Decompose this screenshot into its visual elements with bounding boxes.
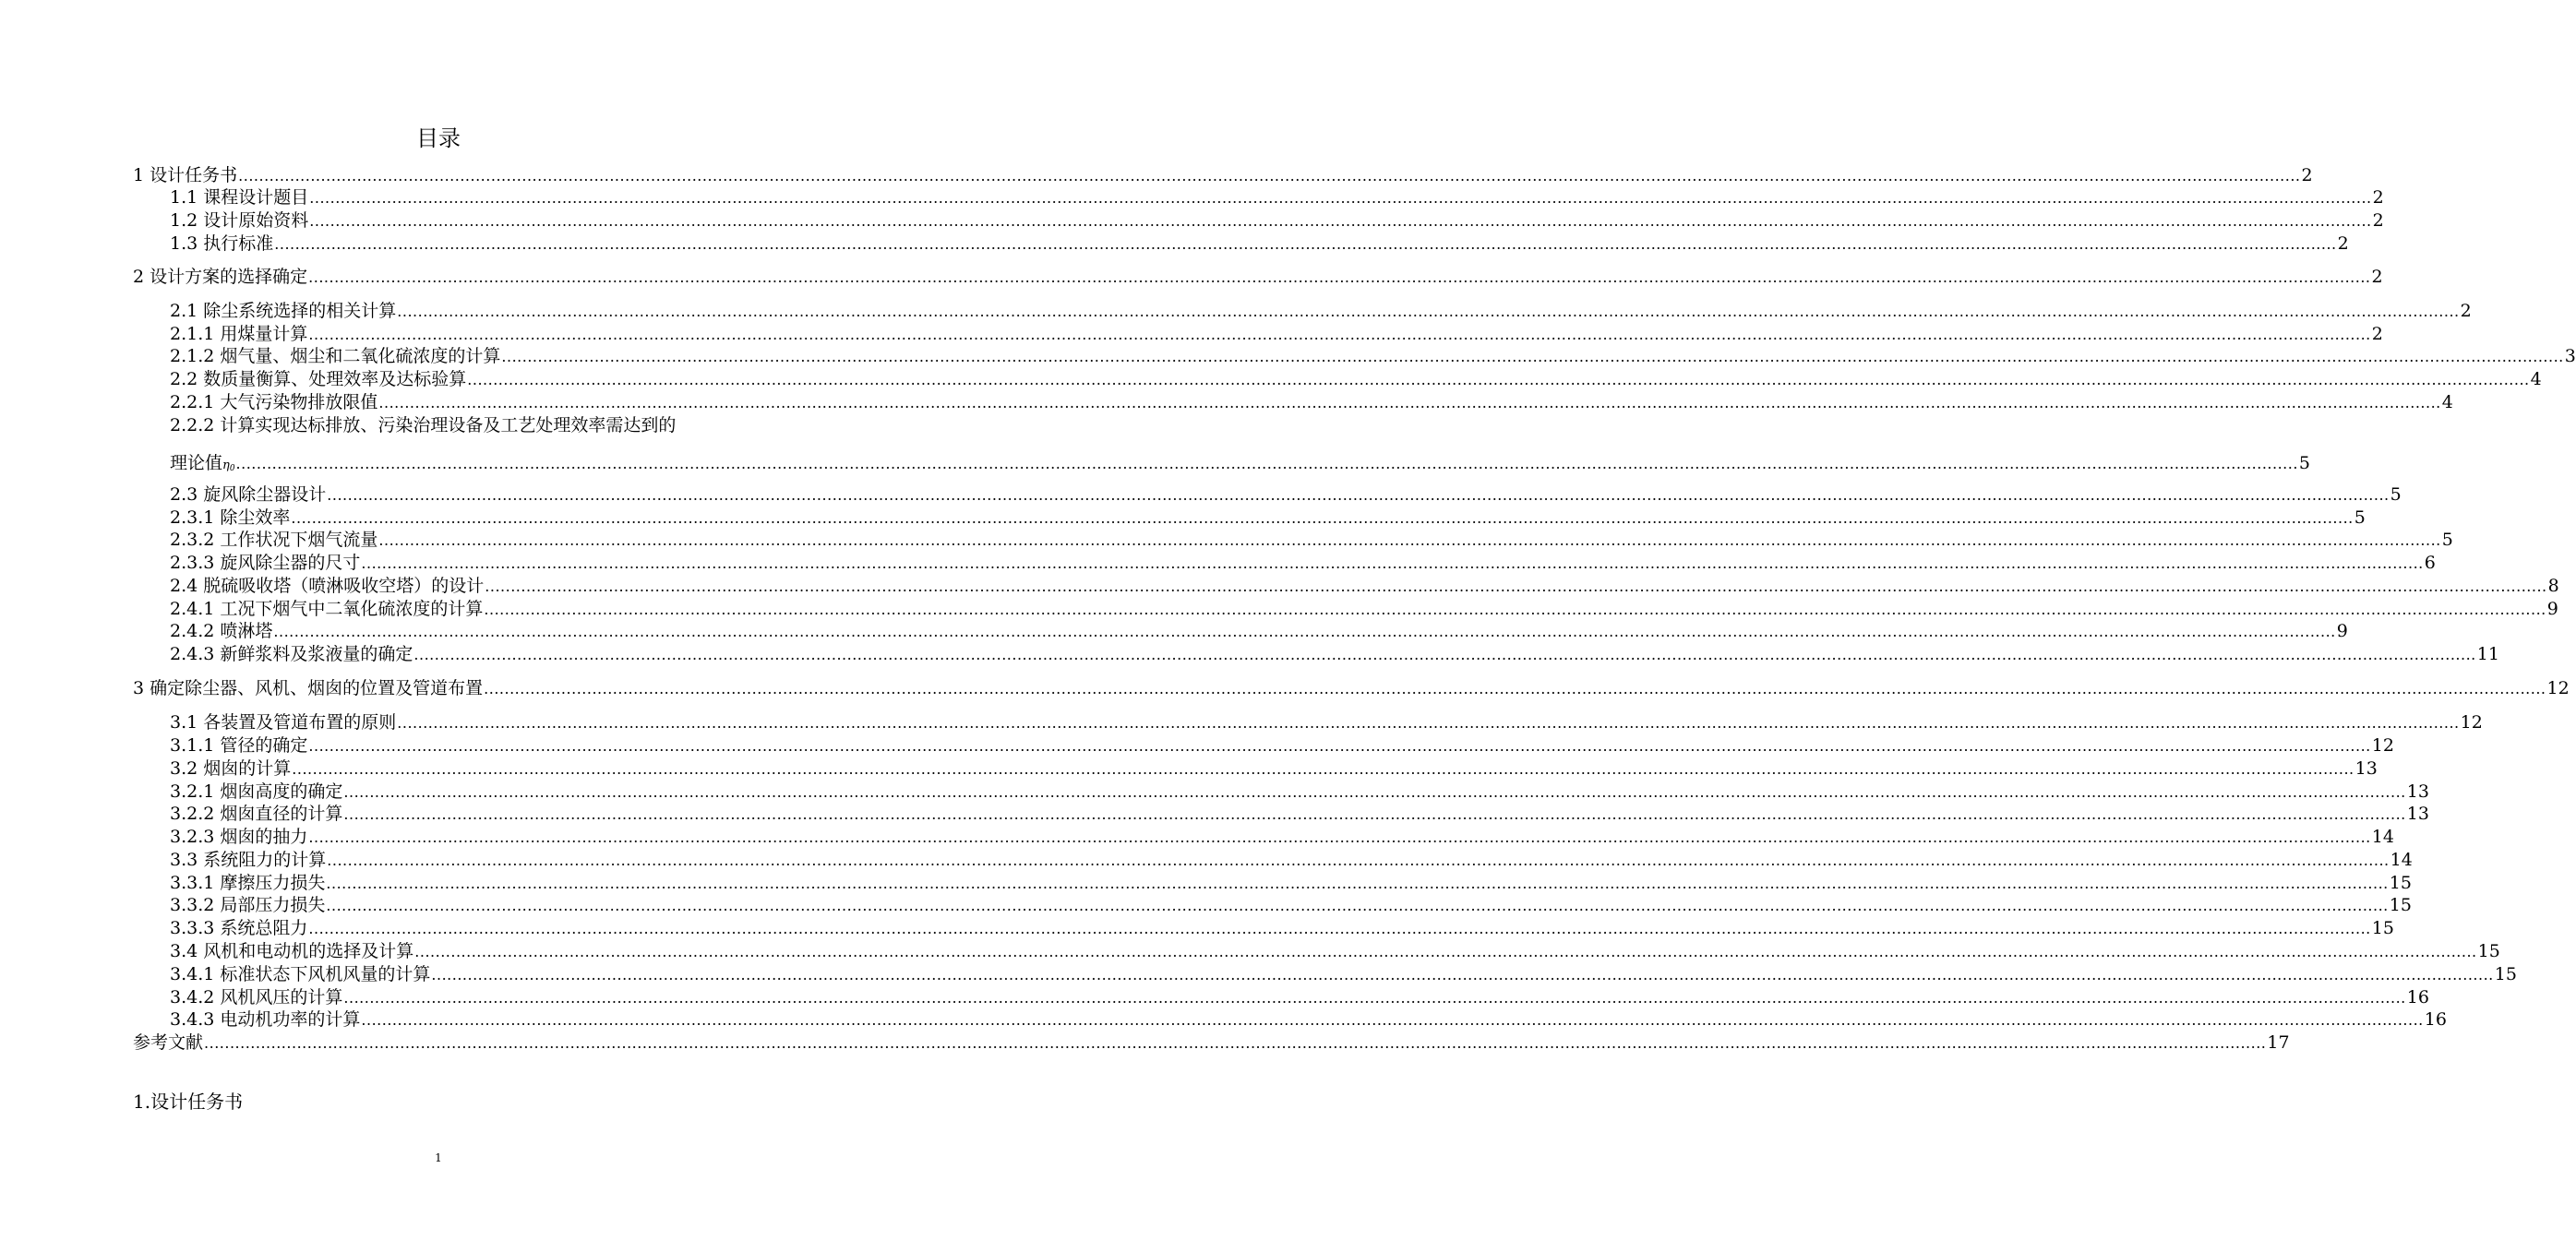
toc-entry[interactable]	[170, 757, 2378, 780]
toc-entry-label: 2.1.1 用煤量计算	[170, 324, 308, 344]
toc-entry-label: 1.2 设计原始资料	[170, 210, 309, 231]
toc-entry-label: 2.4.2 喷淋塔	[170, 621, 273, 641]
toc-leader-dots: ................................................................................................................................................................................................................................................................................................................................................................................................................	[308, 268, 2371, 286]
toc-leader-dots: ................................................................................................................................................................................................................................................................................................................................................................................................................	[204, 1034, 2267, 1052]
toc-leader-dots: ................................................................................................................................................................................................................................................................................................................................................................................................................	[327, 852, 2390, 869]
toc-entry-label: 3.2.2 烟囱直径的计算	[170, 804, 343, 824]
toc-entry-label: 1.3 执行标准	[170, 233, 274, 254]
toc-entry-page: 12	[2460, 712, 2483, 733]
toc-entry-page: 11	[2476, 644, 2499, 664]
toc-entry[interactable]	[170, 186, 2384, 209]
toc-leader-dots: ................................................................................................................................................................................................................................................................................................................................................................................................................	[291, 509, 2354, 527]
toc-entry-label: 2.4 脱硫吸收塔（喷淋吸收空塔）的设计	[170, 576, 485, 596]
toc-leader-dots: ................................................................................................................................................................................................................................................................................................................................................................................................................	[343, 783, 2406, 801]
toc-entry-page: 5	[2390, 484, 2402, 505]
toc-leader-dots: ................................................................................................................................................................................................................................................................................................................................................................................................................	[361, 1011, 2424, 1029]
toc-entry-label: 3.4.3 电动机功率的计算	[170, 1009, 361, 1030]
toc-entry[interactable]	[170, 552, 2436, 574]
toc-leader-dots: ................................................................................................................................................................................................................................................................................................................................................................................................................	[273, 623, 2336, 640]
toc-entry[interactable]	[170, 575, 2559, 597]
toc-entry-page: 2	[2460, 301, 2472, 321]
toc-entry-label: 2.2.1 大气污染物排放限值	[170, 392, 378, 412]
toc-leader-dots: ................................................................................................................................................................................................................................................................................................................................................................................................................	[361, 554, 2424, 572]
toc-leader-dots: ................................................................................................................................................................................................................................................................................................................................................................................................................	[378, 394, 2441, 411]
toc-entry-label: 2.2 数质量衡算、处理效率及达标验算	[170, 369, 467, 389]
toc-entry[interactable]	[170, 643, 2499, 665]
toc-entry[interactable]	[170, 483, 2402, 506]
toc-entry-page: 15	[2477, 941, 2500, 961]
toc-entry[interactable]	[133, 164, 2313, 186]
toc-leader-dots: ................................................................................................................................................................................................................................................................................................................................................................................................................	[484, 601, 2546, 618]
toc-entry-page: 2	[2301, 165, 2313, 185]
toc-entry-page: 16	[2406, 987, 2429, 1008]
toc-leader-dots: ................................................................................................................................................................................................................................................................................................................................................................................................................	[326, 875, 2389, 892]
toc-leader-dots: ................................................................................................................................................................................................................................................................................................................................................................................................................	[308, 920, 2371, 937]
toc-leader-dots: ................................................................................................................................................................................................................................................................................................................................................................................................................	[308, 829, 2371, 846]
toc-entry-page: 15	[2371, 918, 2394, 938]
toc-leader-dots: ................................................................................................................................................................................................................................................................................................................................................................................................................	[327, 486, 2390, 504]
toc-entry-label: 3.2.3 烟囱的抽力	[170, 827, 308, 847]
toc-entry-page: 13	[2406, 781, 2429, 802]
toc-entry[interactable]	[170, 529, 2453, 551]
toc-entry-page: 2	[2371, 324, 2383, 344]
toc-entry-page: 14	[2371, 827, 2394, 847]
toc-entry-label: 2.1 除尘系统选择的相关计算	[170, 301, 397, 321]
toc-entry-page: 2	[2372, 187, 2384, 208]
toc-entry-label: 3.1 各装置及管道布置的原则	[170, 712, 397, 733]
toc-entry-page: 13	[2354, 758, 2378, 779]
toc-entry-page: 5	[2354, 507, 2366, 528]
toc-entry-label: 3.4.2 风机风压的计算	[170, 987, 343, 1008]
eta-symbol: $\eta_0$	[222, 459, 235, 473]
toc-entry-label: 3.2.1 烟囱高度的确定	[170, 781, 343, 802]
toc-leader-dots: ................................................................................................................................................................................................................................................................................................................................................................................................................	[397, 303, 2460, 320]
toc-leader-dots: ................................................................................................................................................................................................................................................................................................................................................................................................................	[274, 235, 2337, 253]
toc-entry[interactable]	[170, 826, 2394, 848]
toc-entry-label: 3.3.2 局部压力损失	[170, 895, 326, 915]
toc-entry-label: 2.3.1 除尘效率	[170, 507, 291, 528]
toc-leader-dots: ................................................................................................................................................................................................................................................................................................................................................................................................................	[309, 189, 2372, 207]
toc-leader-dots: ................................................................................................................................................................................................................................................................................................................................................................................................................	[343, 805, 2406, 823]
toc-entry-label: 3.2 烟囱的计算	[170, 758, 292, 779]
toc-entry-label: 3.3.3 系统总阻力	[170, 918, 308, 938]
toc-entry[interactable]	[170, 232, 2349, 255]
toc-entry[interactable]	[170, 872, 2412, 894]
toc-entry-label: 3.4.1 标准状态下风机风量的计算	[170, 964, 431, 984]
toc-entry-page: 16	[2424, 1009, 2447, 1030]
toc-entry-page: 15	[2389, 873, 2412, 893]
toc-entry-label: 2.1.2 烟气量、烟尘和二氧化硫浓度的计算	[170, 346, 501, 366]
toc-entry-page: 9	[2546, 599, 2558, 619]
toc-entry-page: 13	[2406, 804, 2429, 824]
toc-entry[interactable]	[133, 1031, 2290, 1054]
toc-entry[interactable]	[170, 507, 2366, 529]
toc-entry-page: 3	[2564, 346, 2576, 366]
toc-entry-label: 3.3.1 摩擦压力损失	[170, 873, 326, 893]
toc-entry[interactable]	[133, 677, 2570, 699]
toc-leader-dots: ................................................................................................................................................................................................................................................................................................................................................................................................................	[413, 646, 2476, 663]
toc-leader-dots: ................................................................................................................................................................................................................................................................................................................................................................................................................	[431, 966, 2494, 984]
toc-entry-page: 2	[2371, 267, 2383, 287]
page-number: 1	[435, 1151, 442, 1164]
toc-leader-dots: ................................................................................................................................................................................................................................................................................................................................................................................................................	[397, 714, 2460, 732]
toc-entry[interactable]	[133, 266, 2383, 288]
toc-entry-page: 15	[2494, 964, 2517, 984]
toc-leader-dots: ................................................................................................................................................................................................................................................................................................................................................................................................................	[309, 212, 2372, 230]
toc-entry[interactable]	[170, 598, 2558, 620]
toc-entry[interactable]	[170, 414, 744, 436]
toc-entry-page: 9	[2336, 621, 2348, 641]
toc-entry[interactable]	[170, 894, 2412, 916]
toc-entry-label: 参考文献	[133, 1032, 204, 1053]
toc-entry[interactable]	[170, 1008, 2447, 1031]
toc-entry-label: 3.3 系统阻力的计算	[170, 850, 327, 870]
toc-entry-label: 2.3.3 旋风除尘器的尺寸	[170, 553, 361, 573]
toc-entry[interactable]	[170, 452, 2311, 474]
toc-entry[interactable]	[170, 620, 2348, 642]
toc-leader-dots: ................................................................................................................................................................................................................................................................................................................................................................................................................	[484, 680, 2546, 698]
toc-leader-dots: ................................................................................................................................................................................................................................................................................................................................................................................................................	[308, 737, 2371, 755]
toc-entry[interactable]	[170, 209, 2384, 232]
toc-entry[interactable]	[170, 734, 2394, 757]
toc-leader-dots: ................................................................................................................................................................................................................................................................................................................................................................................................................	[501, 348, 2564, 365]
toc-title: 目录	[416, 125, 461, 151]
toc-entry-page: 6	[2424, 553, 2436, 573]
toc-entry-page: 17	[2267, 1032, 2290, 1053]
toc-entry-page: 12	[2546, 678, 2570, 698]
toc-leader-dots: ................................................................................................................................................................................................................................................................................................................................................................................................................	[343, 989, 2406, 1007]
toc-entry-page: 5	[2298, 453, 2311, 473]
section-heading: 1.设计任务书	[133, 1091, 244, 1113]
toc-entry-label: 2 设计方案的选择确定	[133, 267, 308, 287]
toc-entry-label: 1.1 课程设计题目	[170, 187, 309, 208]
toc-entry-page: 14	[2390, 850, 2413, 870]
toc-entry[interactable]	[170, 300, 2472, 322]
toc-entry-page: 2	[2372, 210, 2384, 231]
toc-entry-page: 4	[2530, 369, 2542, 389]
toc-entry-page: 12	[2371, 735, 2394, 756]
toc-leader-dots: ................................................................................................................................................................................................................................................................................................................................................................................................................	[414, 943, 2477, 960]
toc-entry[interactable]	[170, 803, 2429, 825]
toc-entry-label: 3.1.1 管径的确定	[170, 735, 308, 756]
toc-entry-page: 5	[2441, 530, 2453, 550]
toc-entry-page: 4	[2441, 392, 2453, 412]
toc-entry[interactable]	[170, 391, 2453, 413]
toc-entry-label: 2.3.2 工作状况下烟气流量	[170, 530, 378, 550]
toc-leader-dots: ................................................................................................................................................................................................................................................................................................................................................................................................................	[485, 578, 2547, 595]
toc-leader-dots: ................................................................................................................................................................................................................................................................................................................................................................................................................	[238, 167, 2301, 185]
toc-entry[interactable]	[170, 849, 2413, 871]
toc-leader-dots: ................................................................................................................................................................................................................................................................................................................................................................................................................	[467, 371, 2530, 388]
toc-entry-label: 2.3 旋风除尘器设计	[170, 484, 327, 505]
toc-entry-page: 2	[2337, 233, 2349, 254]
toc-entry-label: 2.2.2 计算实现达标排放、污染治理设备及工艺处理效率需达到的	[170, 415, 677, 435]
toc-entry-label: 理论值	[170, 453, 223, 473]
toc-entry[interactable]	[170, 711, 2483, 733]
toc-entry-page: 15	[2389, 895, 2412, 915]
toc-entry-page: 8	[2547, 576, 2559, 596]
toc-entry[interactable]	[170, 368, 2542, 390]
toc-entry[interactable]	[170, 963, 2517, 985]
toc-entry-label: 1 设计任务书	[133, 165, 238, 185]
toc-entry[interactable]	[170, 781, 2429, 803]
toc-leader-dots: ................................................................................................................................................................................................................................................................................................................................................................................................................	[235, 455, 2298, 472]
toc-leader-dots: ................................................................................................................................................................................................................................................................................................................................................................................................................	[378, 531, 2441, 549]
toc-leader-dots: ................................................................................................................................................................................................................................................................................................................................................................................................................	[292, 760, 2354, 778]
toc-leader-dots: ................................................................................................................................................................................................................................................................................................................................................................................................................	[326, 897, 2389, 914]
toc-entry-label: 3 确定除尘器、风机、烟囱的位置及管道布置	[133, 678, 484, 698]
toc-entry-label: 2.4.1 工况下烟气中二氧化硫浓度的计算	[170, 599, 484, 619]
toc-leader-dots: ................................................................................................................................................................................................................................................................................................................................................................................................................	[308, 326, 2371, 343]
toc-entry[interactable]	[170, 940, 2500, 962]
toc-entry-label: 2.4.3 新鲜浆料及浆液量的确定	[170, 644, 413, 664]
toc-entry[interactable]	[170, 323, 2383, 345]
toc-entry-label: 3.4 风机和电动机的选择及计算	[170, 941, 414, 961]
toc-entry[interactable]	[170, 986, 2429, 1008]
toc-entry[interactable]	[170, 345, 2576, 367]
toc-entry[interactable]	[170, 917, 2394, 939]
